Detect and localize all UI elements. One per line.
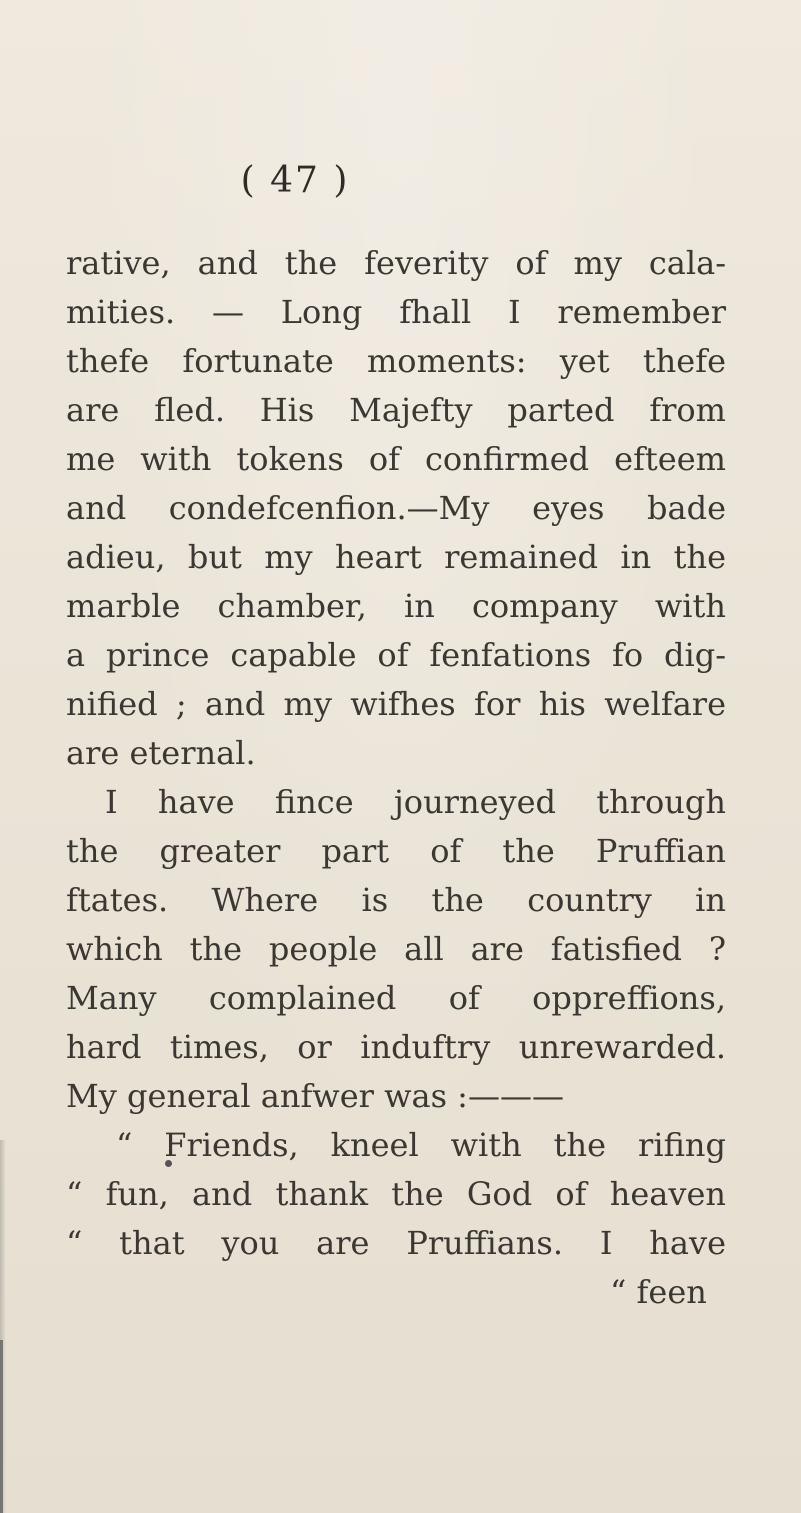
text-line: and condefcenfion.—My eyes bade [66, 489, 726, 527]
page-number: ( 47 ) [240, 160, 350, 201]
catchword: “ feen [610, 1273, 707, 1311]
text-line: me with tokens of confirmed efteem [66, 440, 726, 478]
text-line: mities. — Long fhall I remember [66, 293, 726, 331]
text-line: marble chamber, in company with [66, 587, 726, 625]
text-line: are eternal. [66, 734, 256, 772]
text-line: nified ; and my wifhes for his welfare [66, 685, 726, 723]
text-line: which the people all are fatisfied ? [66, 930, 726, 968]
text-line: My general anfwer was :——— [66, 1077, 564, 1115]
text-line: I have fince journeyed through [105, 783, 726, 821]
text-line: thefe fortunate moments: yet thefe [66, 342, 726, 380]
text-line: ftates. Where is the country in [66, 881, 726, 919]
text-line: adieu, but my heart remained in the [66, 538, 726, 576]
text-line: the greater part of the Pruffian [66, 832, 726, 870]
text-line: a prince capable of fenfations fo dig- [66, 636, 726, 674]
text-line: are fled. His Majefty parted from [66, 391, 726, 429]
quoted-line: “ fun, and thank the God of heaven [66, 1175, 726, 1213]
text-line: Many complained of oppreffions, [66, 979, 726, 1017]
quoted-line: “ that you are Pruffians. I have [66, 1224, 726, 1262]
text-line: hard times, or induftry unrewarded. [66, 1028, 726, 1066]
text-line: rative, and the feverity of my cala- [66, 244, 726, 282]
quoted-line: “ Friends, kneel with the rifing [116, 1126, 726, 1164]
